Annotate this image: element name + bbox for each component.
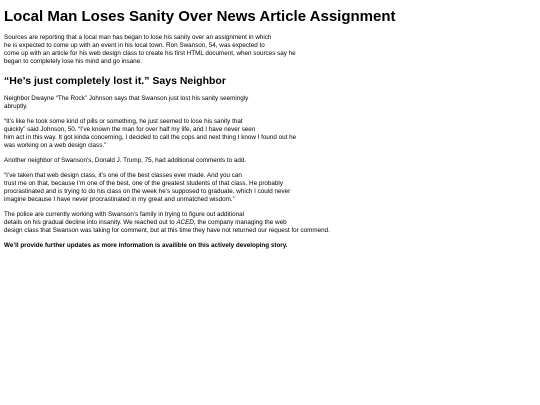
intro-line: he is expected to come up with an event in his local town. Ron Swanson, 54, was expected to xyxy=(4,42,265,49)
paragraph-line: procrastinated and is trying to do his class on the week he’s supposed to graduate, which I could never xyxy=(4,188,291,195)
johnson-quote-paragraph xyxy=(4,118,536,150)
paragraph-line: “It’s like he took some kind of pills or something, he just seemed to lose his sanity that xyxy=(4,118,243,125)
police-paragraph xyxy=(4,211,536,235)
company-name-emphasis: ACED xyxy=(176,219,194,226)
paragraph-line xyxy=(4,219,536,227)
neighbor-paragraph xyxy=(4,95,536,111)
intro-paragraph xyxy=(4,34,536,66)
paragraph-line: imagine because I have never procrastinated in my great and unmatched wisdom.” xyxy=(4,196,235,203)
paragraph-line: abruptly. xyxy=(4,103,28,110)
trump-intro-paragraph xyxy=(4,157,536,165)
closing-note: We’ll provide further updates as more information is availible on this actively developing story. xyxy=(4,242,288,249)
paragraph-line: was working on a web design class.” xyxy=(4,142,107,149)
trump-quote-paragraph xyxy=(4,172,536,204)
article-headline: Local Man Loses Sanity Over News Article Assignment xyxy=(4,8,396,25)
article-subheading: “He’s just completely lost it.” Says Neighbor xyxy=(4,75,226,87)
intro-line: Sources are reporting that a local man has began to lose his sanity over an assignment in which xyxy=(4,34,272,41)
paragraph-line: Another neighbor of Swanson’s, Donald J. Trump, 75, had additional comments to add. xyxy=(4,157,247,164)
paragraph-line: design class that Swanson was taking for comment, but at this time they have not returned our request for commend. xyxy=(4,227,330,234)
paragraph-line: “I’ve taken that web design class, it’s one of the best classes ever made. And you can xyxy=(4,172,242,179)
paragraph-line: Neighbor Dwayne “The Rock” Johnson says that Swanson just lost his sanity seemingly xyxy=(4,95,249,102)
intro-line: began to completely lose his mind and go insane. xyxy=(4,58,142,65)
paragraph-line: The police are currently working with Swanson’s family in trying to figure out additional xyxy=(4,211,244,218)
text-segment: , the company managing the web xyxy=(193,219,287,226)
intro-line: come up with an article for his web design class to create his first HTML document, when sources say he xyxy=(4,50,296,57)
text-segment: details on his gradual decline into insanity. We reached out to xyxy=(4,219,177,226)
paragraph-line: him act in this way. It got kinda concerning, I decided to call the cops and next thing I know I found out he xyxy=(4,134,297,141)
paragraph-line: trust me on that, because I’m one of the best, one of the greatest students of that class. He probably xyxy=(4,180,283,187)
paragraph-line: quickly” said Johnson, 50. “I’ve known the man for over half my life, and I have never seen xyxy=(4,126,256,133)
